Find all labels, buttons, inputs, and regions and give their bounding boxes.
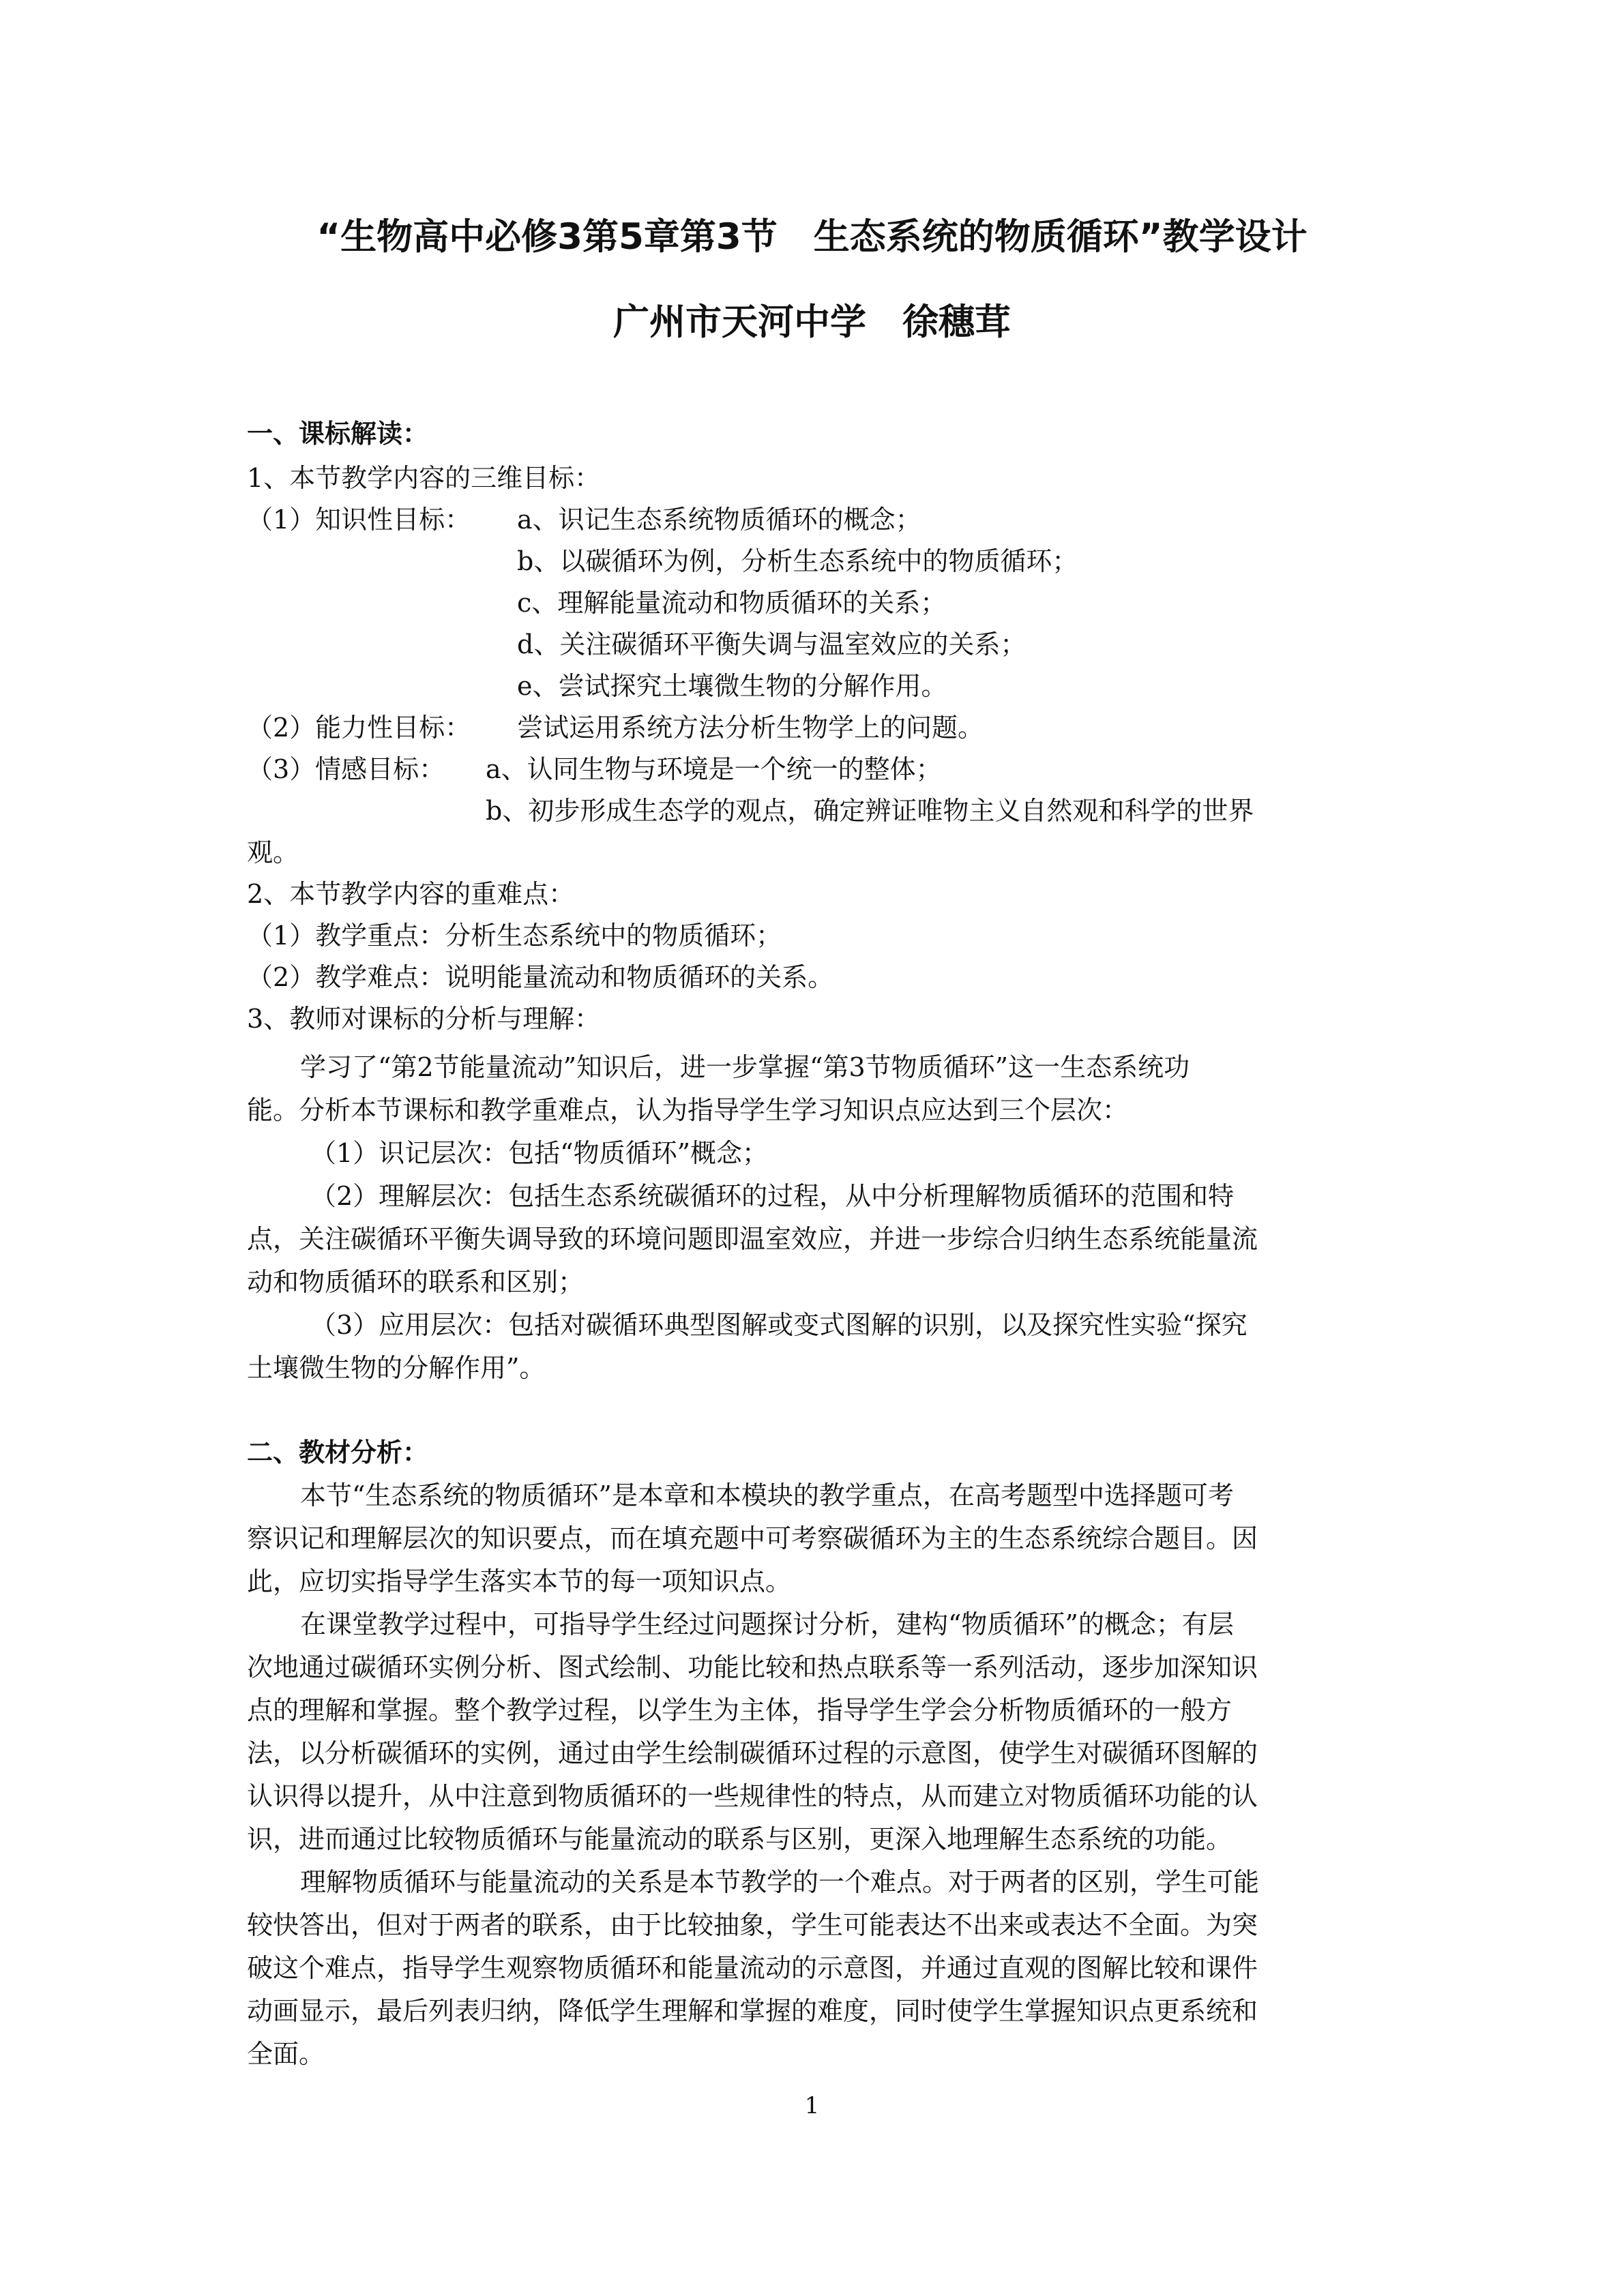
level-1: （1）识记层次：包括“物质循环”概念； (310, 1138, 769, 1168)
material-paragraph-line: 点的理解和掌握。整个教学过程，以学生为主体，指导学生学会分析物质循环的一般方 (247, 1695, 1232, 1725)
material-paragraph-line: 动画显示，最后列表归纳，降低学生理解和掌握的难度，同时使学生掌握知识点更系统和 (247, 1996, 1258, 2026)
material-paragraph-line: 此，应切实指导学生落实本节的每一项知识点。 (247, 1566, 792, 1596)
material-paragraph-line: 全面。 (247, 2039, 325, 2069)
material-paragraph-line: 理解物质循环与能量流动的关系是本节教学的一个难点。对于两者的区别，学生可能 (300, 1867, 1260, 1897)
author-line: 广州市天河中学 徐穗茸 (613, 301, 1011, 343)
page-number: 1 (804, 2092, 820, 2119)
ability-text: 尝试运用系统方法分析生物学上的问题。 (517, 713, 984, 743)
goals-intro: 1、本节教学内容的三维目标： (247, 463, 601, 493)
knowledge-item-d: d、关注碳循环平衡失调与温室效应的关系； (517, 629, 1027, 659)
teaching-key-point: （1）教学重点：分析生态系统中的物质循环； (247, 921, 782, 951)
knowledge-item-e: e、尝试探究土壤微生物的分解作用。 (517, 671, 947, 701)
knowledge-label: （1）知识性目标： (247, 505, 471, 535)
knowledge-item-b: b、以碳循环为例，分析生态系统中的物质循环； (517, 546, 1078, 576)
key-points-intro: 2、本节教学内容的重难点： (247, 879, 575, 909)
material-paragraph-line: 识，进而通过比较物质循环与能量流动的联系与区别，更深入地理解生态系统的功能。 (247, 1824, 1232, 1854)
level-2-line: 点，关注碳循环平衡失调导致的环境问题即温室效应，并进一步综合归纳生态系统能量流 (247, 1224, 1258, 1254)
material-paragraph-line: 破这个难点，指导学生观察物质循环和能量流动的示意图，并通过直观的图解比较和课件 (247, 1953, 1258, 1983)
section-heading-2: 二、教材分析： (247, 1437, 429, 1467)
document-title: “生物高中必修3第5章第3节 生态系统的物质循环”教学设计 (316, 216, 1308, 258)
level-2-line: （2）理解层次：包括生态系统碳循环的过程，从中分析理解物质循环的范围和特 (310, 1181, 1235, 1211)
emotion-item-b: b、初步形成生态学的观点，确定辨证唯物主义自然观和科学的世界 (486, 796, 1254, 826)
material-paragraph-line: 在课堂教学过程中，可指导学生经过问题探讨分析，建构“物质循环”的概念；有层 (300, 1609, 1234, 1639)
knowledge-item-a: a、识记生态系统物质循环的概念； (517, 505, 921, 535)
emotion-label: （3）情感目标： (247, 754, 445, 784)
level-3-line: （3）应用层次：包括对碳循环典型图解或变式图解的识别，以及探究性实验“探究 (310, 1310, 1247, 1340)
material-paragraph-line: 本节“生态系统的物质循环”是本章和本模块的教学重点，在高考题型中选择题可考 (300, 1480, 1234, 1510)
level-2-line: 动和物质循环的联系和区别； (247, 1267, 585, 1297)
analysis-paragraph-line: 学习了“第2节能量流动”知识后，进一步掌握“第3节物质循环”这一生态系统功 (300, 1052, 1190, 1082)
material-paragraph-line: 次地通过碳循环实例分析、图式绘制、功能比较和热点联系等一系列活动，逐步加深知识 (247, 1652, 1258, 1682)
material-paragraph-line: 认识得以提升，从中注意到物质循环的一些规律性的特点，从而建立对物质循环功能的认 (247, 1781, 1258, 1811)
knowledge-item-c: c、理解能量流动和物质循环的关系； (517, 588, 947, 618)
teaching-difficult-point: （2）教学难点：说明能量流动和物质循环的关系。 (247, 962, 834, 992)
material-paragraph-line: 较快答出，但对于两者的联系，由于比较抽象，学生可能表达不出来或表达不全面。为突 (247, 1910, 1258, 1940)
material-paragraph-line: 法，以分析碳循环的实例，通过由学生绘制碳循环过程的示意图，使学生对碳循环图解的 (247, 1738, 1258, 1768)
emotion-item-a: a、认同生物与环境是一个统一的整体； (486, 754, 942, 784)
section-heading-1: 一、课标解读： (247, 419, 429, 449)
material-paragraph-line: 察识记和理解层次的知识要点，而在填充题中可考察碳循环为主的生态系统综合题目。因 (247, 1523, 1258, 1553)
emotion-item-b-continued: 观。 (247, 837, 299, 867)
level-3-line: 土壤微生物的分解作用”。 (247, 1353, 546, 1383)
analysis-paragraph-line: 能。分析本节课标和教学重难点，认为指导学生学习知识点应达到三个层次： (247, 1095, 1129, 1125)
ability-label: （2）能力性目标： (247, 713, 471, 743)
analysis-intro: 3、教师对课标的分析与理解： (247, 1004, 601, 1034)
